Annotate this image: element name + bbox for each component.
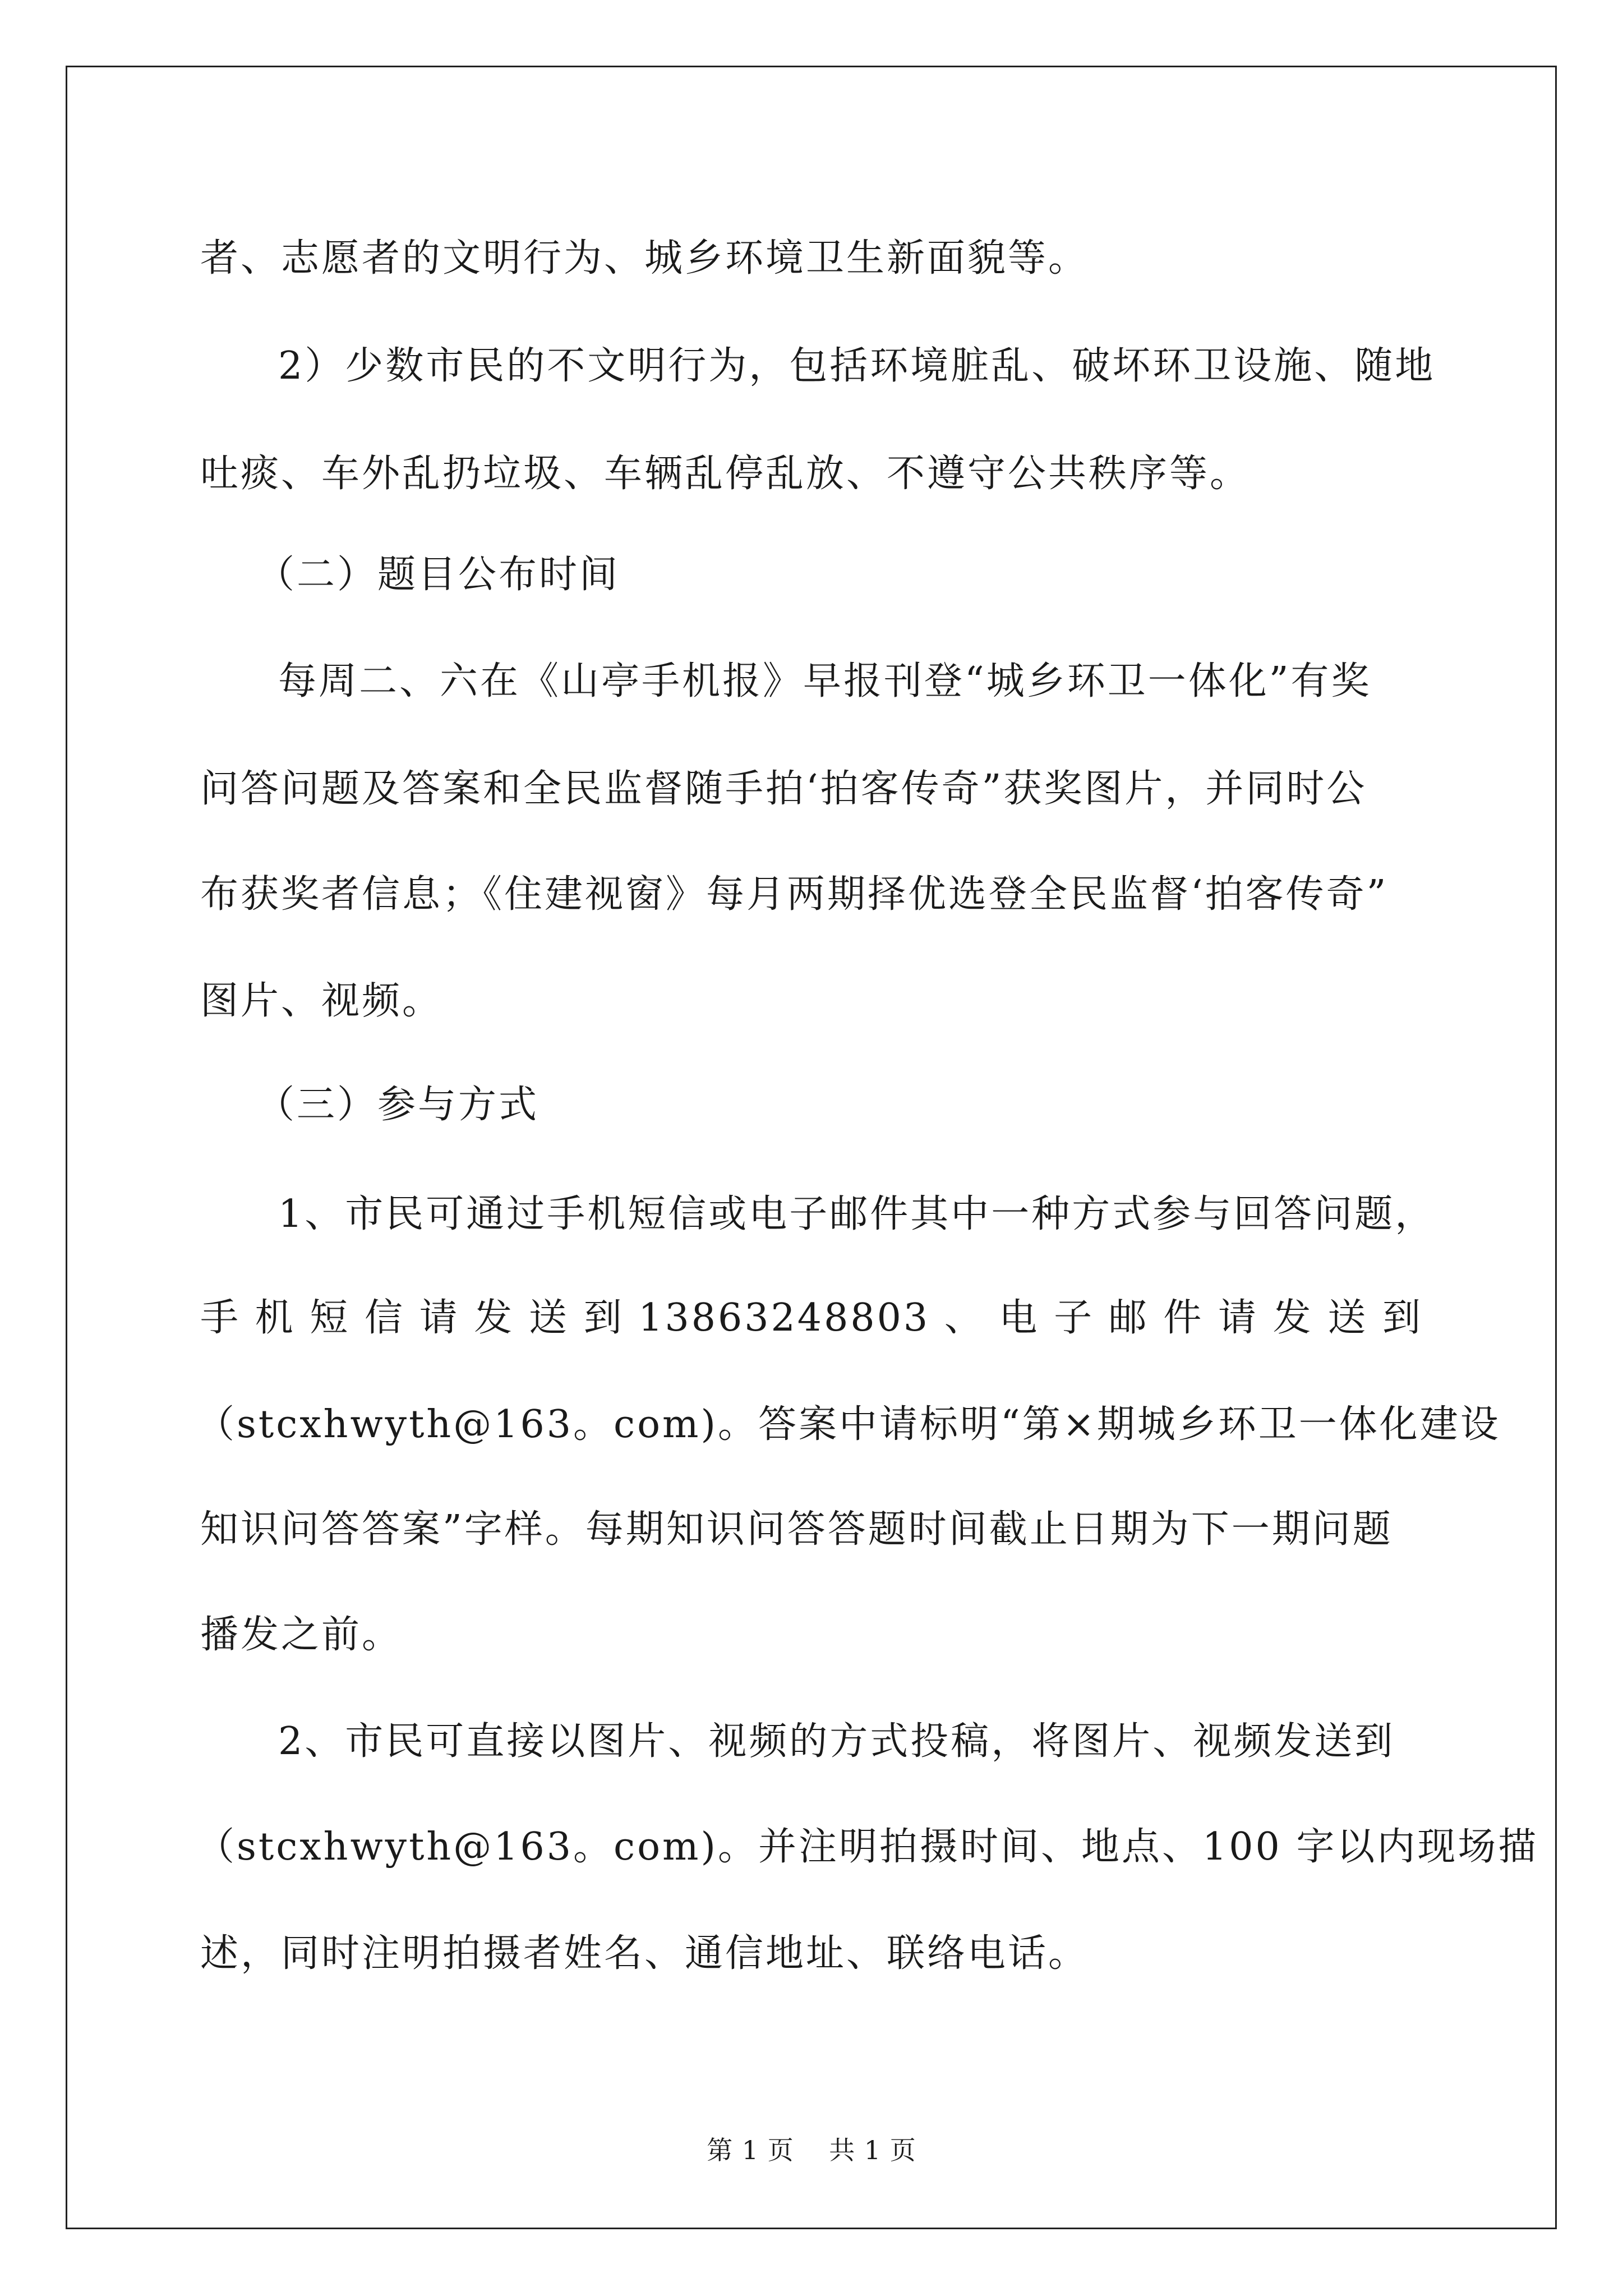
paragraph-line-3: 吐痰、车外乱扔垃圾、车辆乱停乱放、不遵守公共秩序等。 <box>200 452 1251 496</box>
paragraph-line-17: 述，同时注明拍摄者姓名、通信地址、联络电话。 <box>200 1931 1089 1976</box>
paragraph-line-1: 者、志愿者的文明行为、城乡环境卫生新面貌等。 <box>200 236 1089 280</box>
paragraph-line-15: 2、市民可直接以图片、视频的方式投稿，将图片、视频发送到 <box>278 1719 1395 1764</box>
paragraph-line-12: （stcxhwyth@163。com)。答案中请标明“第×期城乡环卫一体化建设 <box>196 1402 1501 1447</box>
paragraph-line-10: 1、市民可通过手机短信或电子邮件其中一种方式参与回答问题， <box>278 1192 1436 1236</box>
paragraph-line-2: 2）少数市民的不文明行为，包括环境脏乱、破坏环卫设施、随地 <box>278 344 1436 388</box>
paragraph-line-7: 布获奖者信息；《住建视窗》每月两期择优选登全民监督‘拍客传奇” <box>200 872 1389 917</box>
paragraph-line-11: 手 机 短 信 请 发 送 到 13863248803 、 电 子 邮 件 请 发 送 到 <box>200 1296 1423 1340</box>
paragraph-line-6: 问答问题及答案和全民监督随手拍‘拍客传奇”获奖图片，并同时公 <box>200 767 1367 811</box>
section-heading-3: （三）参与方式 <box>256 1083 540 1127</box>
page-border <box>66 66 1557 2229</box>
section-heading-2: （二）题目公布时间 <box>256 553 620 597</box>
paragraph-line-16: （stcxhwyth@163。com)。并注明拍摄时间、地点、100 字以内现场描 <box>196 1825 1539 1869</box>
paragraph-line-13: 知识问答答案”字样。每期知识问答答题时间截止日期为下一期问题 <box>200 1507 1393 1552</box>
paragraph-line-5: 每周二、六在《山亭手机报》早报刊登“城乡环卫一体化”有奖 <box>278 659 1372 703</box>
page-number-footer: 第 1 页 共 1 页 <box>707 2135 916 2165</box>
paragraph-line-8: 图片、视频。 <box>200 979 443 1023</box>
paragraph-line-14: 播发之前。 <box>200 1613 403 1657</box>
